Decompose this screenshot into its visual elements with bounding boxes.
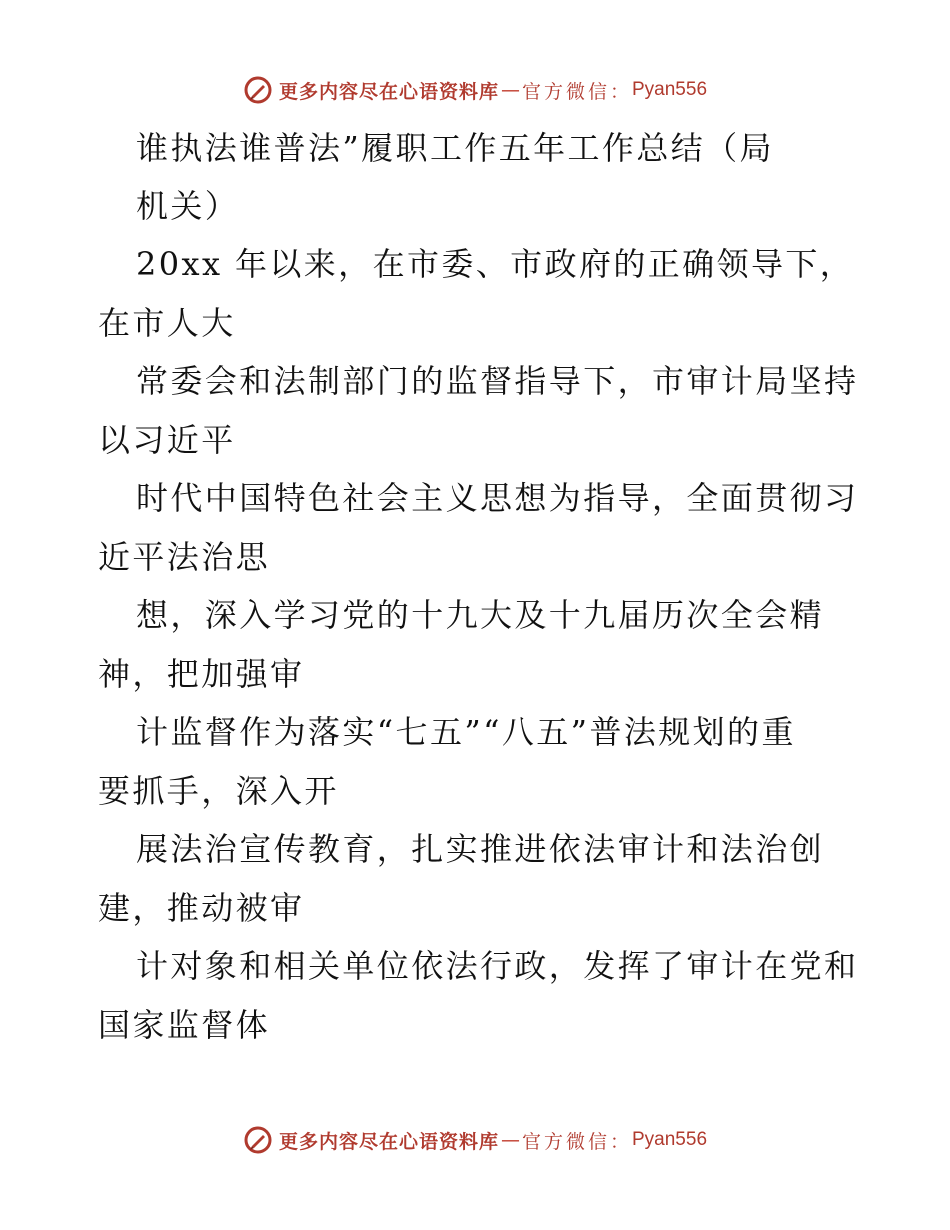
banner-contact-id: Pyan556 <box>632 79 708 100</box>
doc-line: 常委会和法制部门的监督指导下，市审计局坚持 <box>136 362 859 400</box>
pen-circle-logo-icon <box>243 75 273 105</box>
footer-banner <box>0 1120 950 1160</box>
doc-line: 建，推动被审 <box>98 889 305 927</box>
pen-circle-logo-icon <box>243 1125 273 1155</box>
doc-line: 机关） <box>136 187 240 225</box>
banner-dash: — <box>500 79 520 101</box>
doc-line: 想，深入学习党的十九大及十九届历次全会精 <box>136 596 825 634</box>
doc-line: 时代中国特色社会主义思想为指导，全面贯彻习 <box>136 479 859 517</box>
header-banner <box>0 70 950 110</box>
doc-line: 以习近平 <box>98 421 236 459</box>
doc-line: 在市人大 <box>98 304 236 342</box>
doc-line: 谁执法谁普法”履职工作五年工作总结（局 <box>136 129 774 167</box>
banner-slogan: 更多内容尽在心语资料库 <box>278 1130 499 1153</box>
banner-contact-label: 官方微信： <box>521 80 632 103</box>
banner-contact-id: Pyan556 <box>632 1129 708 1150</box>
doc-line: 计监督作为落实“七五”“八五”普法规划的重 <box>136 713 796 751</box>
banner-slogan: 更多内容尽在心语资料库 <box>278 80 499 103</box>
doc-line: 计对象和相关单位依法行政，发挥了审计在党和 <box>136 947 859 985</box>
banner-dash: — <box>500 1129 520 1151</box>
banner-contact-label: 官方微信： <box>521 1130 632 1153</box>
doc-line: 神，把加强审 <box>98 655 305 693</box>
doc-line: 20xx 年以来，在市委、市政府的正确领导下， <box>136 245 855 283</box>
doc-line: 展法治宣传教育，扎实推进依法审计和法治创 <box>136 830 825 868</box>
doc-line: 国家监督体 <box>98 1006 271 1044</box>
doc-line: 近平法治思 <box>98 538 271 576</box>
doc-line: 要抓手，深入开 <box>98 772 339 810</box>
